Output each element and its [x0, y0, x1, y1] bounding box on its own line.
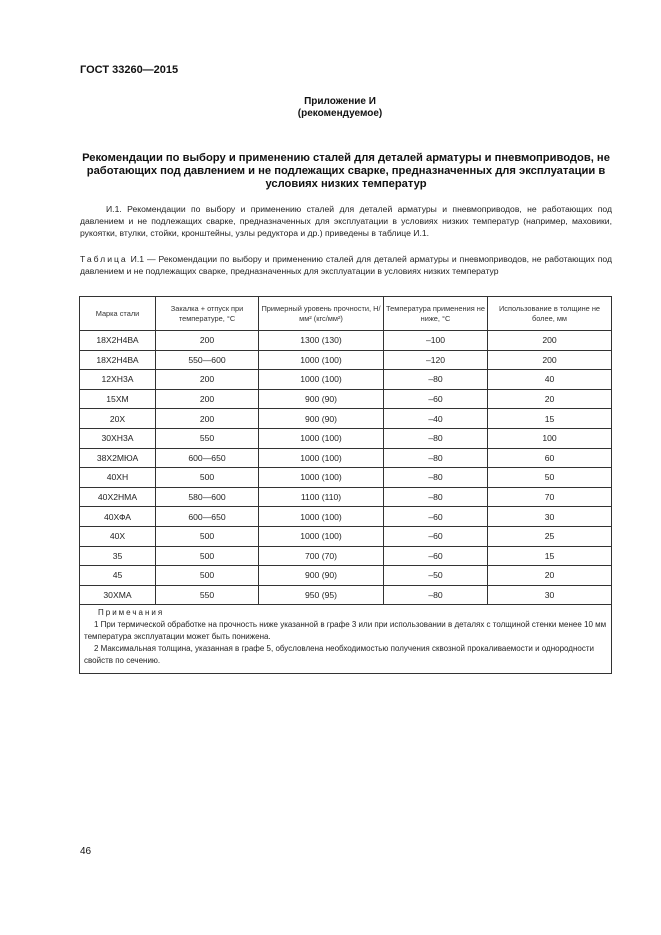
table-cell: 30	[488, 585, 612, 605]
table-row	[80, 428, 612, 448]
table-cell: 40	[488, 370, 612, 390]
table-cell: –80	[384, 428, 488, 448]
table-cell: 40ХН	[80, 468, 156, 488]
table-cell: –60	[384, 546, 488, 566]
notes-row	[80, 605, 612, 674]
table-cell: 15ХМ	[80, 389, 156, 409]
column-header: Примерный уровень прочности, Н/мм² (кгс/мм²)	[259, 297, 384, 331]
table-cell: –60	[384, 389, 488, 409]
table-cell: –60	[384, 526, 488, 546]
table-cell: –40	[384, 409, 488, 429]
table-row	[80, 468, 612, 488]
table-cell: 25	[488, 526, 612, 546]
table-cell: 200	[156, 331, 259, 351]
table-cell: 950 (95)	[259, 585, 384, 605]
table-row	[80, 585, 612, 605]
table-cell: –60	[384, 507, 488, 527]
table-row	[80, 350, 612, 370]
table-cell: 30	[488, 507, 612, 527]
table-row	[80, 370, 612, 390]
intro-paragraph: И.1. Рекомендации по выбору и применению сталей для деталей арматуры и пневмоприводов, не работающих под давлением и не подлежащих сварке, предназначенных для эксплуатации в условиях низких температур (например, маховики, рукоятки, втулки, стойки, кронштейны, узлы редуктора и др.) приведены в таблице И.1.	[80, 204, 612, 239]
table-cell: 200	[156, 389, 259, 409]
notes-title: Примечания	[98, 608, 165, 618]
table-cell: 15	[488, 409, 612, 429]
table-cell: 900 (90)	[259, 409, 384, 429]
table-cell: 1000 (100)	[259, 448, 384, 468]
table-cell: 60	[488, 448, 612, 468]
column-header: Закалка + отпуск при температуре, °С	[156, 297, 259, 331]
table-cell: 1000 (100)	[259, 468, 384, 488]
annex-subtitle: (рекомендуемое)	[297, 108, 383, 119]
table-row	[80, 507, 612, 527]
table-caption	[80, 253, 612, 277]
annex-title: Приложение И	[304, 96, 376, 107]
column-header: Использование в толщине не более, мм	[488, 297, 612, 331]
table-cell: 38Х2МЮА	[80, 448, 156, 468]
table-cell: 50	[488, 468, 612, 488]
caption-text: И.1 — Рекомендации по выбору и применению сталей для деталей арматуры и пневмоприводов, не работающих под давлением и не подлежащих сварке, предназначенных для эксплуатации в условиях низких температур	[80, 254, 613, 277]
table-cell: 1000 (100)	[259, 370, 384, 390]
table-cell: 30ХМА	[80, 585, 156, 605]
table-cell: 1000 (100)	[259, 507, 384, 527]
note: 1 При термической обработке на прочность ниже указанной в графе 3 или при использовании в деталях с толщиной стенки менее 10 мм температура эксплуатации может быть понижена.	[84, 620, 607, 642]
table-cell: 600—650	[156, 448, 259, 468]
table-row	[80, 487, 612, 507]
table-cell: 45	[80, 566, 156, 586]
table-cell: 40ХФА	[80, 507, 156, 527]
column-header: Марка стали	[80, 297, 156, 331]
note: 2 Максимальная толщина, указанная в графе 5, обусловлена необходимостью получения сквозной прокаливаемости и однородности свойств по сечению.	[84, 644, 594, 666]
table-cell: 500	[156, 526, 259, 546]
table-cell: 550—600	[156, 350, 259, 370]
table-header-row	[80, 297, 612, 331]
page-number: 46	[80, 846, 92, 857]
table-row	[80, 448, 612, 468]
table-row	[80, 546, 612, 566]
table-cell: 200	[156, 409, 259, 429]
table-cell: 20Х	[80, 409, 156, 429]
steel-table	[79, 296, 612, 674]
column-header: Температура применения не ниже, °С	[384, 297, 488, 331]
table-row	[80, 331, 612, 351]
table-cell: 600—650	[156, 507, 259, 527]
table-cell: 900 (90)	[259, 389, 384, 409]
table-cell: 30ХН3А	[80, 428, 156, 448]
table-cell: 35	[80, 546, 156, 566]
table-cell: 100	[488, 428, 612, 448]
table-cell: 12ХН3А	[80, 370, 156, 390]
table-cell: 18Х2Н4ВА	[80, 331, 156, 351]
table-cell: 500	[156, 546, 259, 566]
table-cell: 40Х2НМА	[80, 487, 156, 507]
table-cell: 1000 (100)	[259, 350, 384, 370]
table-cell: 70	[488, 487, 612, 507]
table-cell: 580—600	[156, 487, 259, 507]
table-cell: 15	[488, 546, 612, 566]
table-cell: 200	[156, 370, 259, 390]
table-cell: 1300 (130)	[259, 331, 384, 351]
notes-cell	[80, 605, 612, 674]
table-cell: –100	[384, 331, 488, 351]
table-cell: 1100 (110)	[259, 487, 384, 507]
caption-label: Таблица	[80, 254, 128, 264]
table-cell: –120	[384, 350, 488, 370]
table-cell: 40Х	[80, 526, 156, 546]
table-cell: –80	[384, 585, 488, 605]
table-cell: 20	[488, 389, 612, 409]
table-cell: –80	[384, 370, 488, 390]
table-cell: –80	[384, 468, 488, 488]
table-cell: 200	[488, 331, 612, 351]
table-cell: 20	[488, 566, 612, 586]
table-cell: 1000 (100)	[259, 428, 384, 448]
table-cell: 1000 (100)	[259, 526, 384, 546]
table-cell: –80	[384, 487, 488, 507]
table-cell: 700 (70)	[259, 546, 384, 566]
table-cell: 18Х2Н4ВА	[80, 350, 156, 370]
table-cell: 500	[156, 566, 259, 586]
table-row	[80, 566, 612, 586]
document-id: ГОСТ 33260—2015	[80, 64, 179, 76]
table-cell: –80	[384, 448, 488, 468]
section-heading: Рекомендации по выбору и применению сталей для деталей арматуры и пневмоприводов, не работающих под давлением и не подлежащих сварке, предназначенных для эксплуатации в условиях низких температур	[82, 152, 610, 190]
table-row	[80, 526, 612, 546]
table-row	[80, 389, 612, 409]
table-cell: 900 (90)	[259, 566, 384, 586]
table-row	[80, 409, 612, 429]
table-cell: 550	[156, 428, 259, 448]
table-cell: 500	[156, 468, 259, 488]
table-cell: 200	[488, 350, 612, 370]
table-cell: 550	[156, 585, 259, 605]
table-cell: –50	[384, 566, 488, 586]
